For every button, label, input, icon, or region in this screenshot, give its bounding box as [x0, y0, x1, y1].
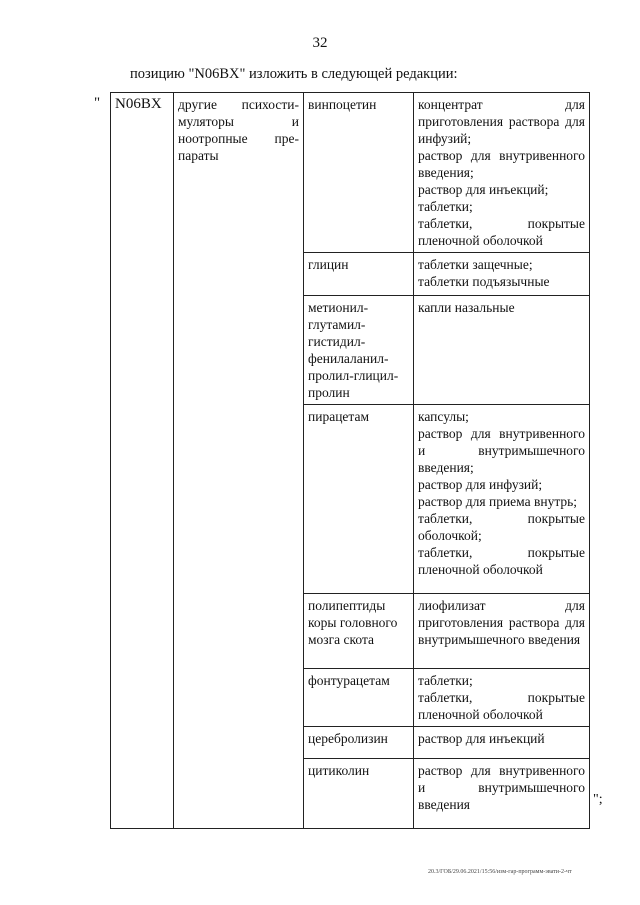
dosage-form: таблетки, покрытые пленочной оболочкой — [418, 216, 585, 248]
drug-name: винпоцетин — [304, 93, 414, 253]
drug-name: церебролизин — [304, 727, 414, 759]
dosage-form: раствор для инъекций; — [418, 182, 549, 197]
atc-code: N06BX — [111, 93, 174, 829]
dosage-forms — [414, 759, 590, 829]
dosage-form: таблетки, покрытые пленочной оболочкой — [418, 690, 585, 722]
opening-quote: " — [94, 95, 101, 111]
dosage-forms — [414, 727, 590, 759]
footer-stamp: 20.3/ГОБ/29.06.2021/15:56/изм-гар-программ-эвати-2-чт — [428, 869, 572, 875]
dosage-form: раствор для внутривенного введения; — [418, 148, 585, 180]
drug-name: глицин — [304, 253, 414, 296]
page-number: 32 — [312, 35, 328, 51]
dosage-form: раствор для внутривенного и внутримышечного введения; — [418, 426, 585, 475]
drug-name: метионил-глутамил-гистидил-фенилаланил-пролил-глицил-пролин — [304, 296, 414, 405]
drug-name: фонтурацетам — [304, 669, 414, 727]
dosage-form: таблетки защечные; — [418, 257, 533, 272]
closing-quote: "; — [593, 792, 603, 807]
dosage-form: концентрат для приготовления раствора для инфузий; — [418, 97, 585, 146]
dosage-forms — [414, 405, 590, 594]
dosage-form: лиофилизат для приготовления раствора для внутримышечного введения — [418, 598, 585, 647]
dosage-forms — [414, 669, 590, 727]
group-name: другие психости-муляторы и ноотропные пре-параты — [174, 93, 304, 829]
dosage-form: таблетки подъязычные — [418, 274, 550, 289]
dosage-form: капли назальные — [418, 300, 515, 315]
dosage-forms — [414, 93, 590, 253]
dosage-form: таблетки, покрытые оболочкой; — [418, 511, 585, 543]
dosage-form: раствор для инфузий; — [418, 477, 543, 492]
table-row — [111, 93, 590, 253]
dosage-form: капсулы; — [418, 409, 469, 424]
dosage-form: раствор для инъекций — [418, 731, 545, 746]
drug-name: цитиколин — [304, 759, 414, 829]
dosage-form: таблетки; — [418, 199, 473, 214]
intro-text: позицию "N06BX" изложить в следующей редакции: — [130, 66, 458, 82]
dosage-forms — [414, 296, 590, 405]
dosage-form: таблетки; — [418, 673, 473, 688]
drug-name: пирацетам — [304, 405, 414, 594]
drug-table — [110, 92, 590, 829]
dosage-form: раствор для приема внутрь; — [418, 494, 578, 509]
dosage-forms — [414, 594, 590, 669]
dosage-form: таблетки, покрытые пленочной оболочкой — [418, 545, 585, 577]
dosage-forms — [414, 253, 590, 296]
dosage-form: раствор для внутривенного и внутримышечного введения — [418, 763, 585, 812]
drug-name: полипептиды коры головного мозга скота — [304, 594, 414, 669]
